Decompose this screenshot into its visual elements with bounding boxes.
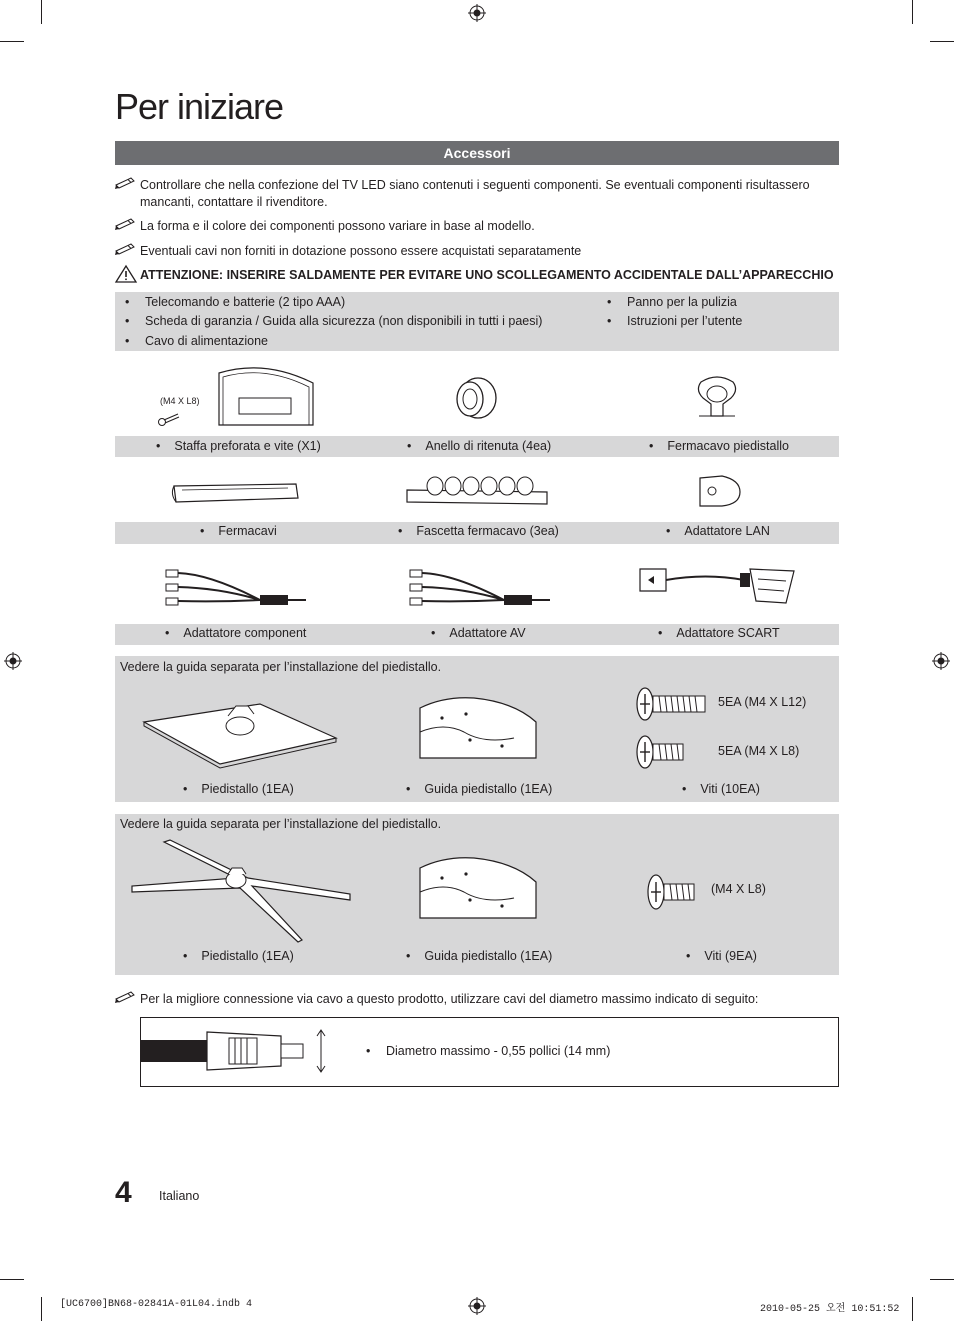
stand-base-icon <box>140 700 340 772</box>
crop-mark <box>912 1297 913 1321</box>
cable-spec-text: • Diametro massimo - 0,55 pollici (14 mm) <box>386 1043 610 1059</box>
section-header: Accessori <box>115 141 839 165</box>
item-caption: • Adattatore LAN <box>666 524 770 538</box>
item-caption: • Adattatore SCART <box>658 626 780 640</box>
contents-item: • Panno per la pulizia <box>627 294 737 310</box>
pencil-note-icon <box>115 241 137 257</box>
stand-guide-icon <box>414 692 540 764</box>
note <box>115 991 839 1008</box>
cable-plug-icon <box>141 1026 331 1076</box>
screw-spec-label: (M4 X L8) <box>711 882 766 896</box>
item-caption: • Viti (10EA) <box>682 782 760 796</box>
stand-cable-holder-icon <box>693 376 741 422</box>
screw-spec-label: 5EA (M4 X L12) <box>718 695 807 709</box>
crop-mark <box>0 1279 24 1280</box>
note-text: La forma e il colore dei componenti possono variare in base al modello. <box>140 219 535 233</box>
registration-mark-icon <box>4 652 22 670</box>
pencil-note-icon <box>115 989 137 1005</box>
screw-size-label: (M4 X L8) <box>160 396 200 406</box>
crop-mark <box>930 41 954 42</box>
component-adapter-icon <box>160 566 308 610</box>
pencil-note-icon <box>115 175 137 191</box>
item-caption: • Adattatore component <box>165 626 306 640</box>
print-footer-right: 2010-05-25 오전 10:51:52 <box>760 1304 900 1315</box>
page-number: 4 <box>115 1176 132 1209</box>
crop-mark <box>41 0 42 24</box>
note <box>115 177 815 211</box>
pencil-note-icon <box>115 216 137 232</box>
item-caption: • Fascetta fermacavo (3ea) <box>398 524 559 538</box>
screw-icon <box>158 412 180 426</box>
item-caption: • Fermacavo piedistallo <box>649 439 789 453</box>
crop-mark <box>930 1279 954 1280</box>
page-language: Italiano <box>159 1189 200 1203</box>
item-caption: • Anello di ritenuta (4ea) <box>407 439 551 453</box>
cable-tie-icon <box>168 478 300 508</box>
item-caption: • Piedistallo (1EA) <box>183 949 294 963</box>
note <box>115 243 815 260</box>
screw-short-icon <box>635 734 691 770</box>
screw-short-icon <box>646 872 702 912</box>
item-caption: • Viti (9EA) <box>686 949 757 963</box>
contents-item: • Scheda di garanzia / Guida alla sicurezza (non disponibili in tutti i paesi) <box>145 313 542 329</box>
crop-mark <box>912 0 913 24</box>
lan-adapter-icon <box>694 474 746 510</box>
note-text: Eventuali cavi non forniti in dotazione possono essere acquistati separatamente <box>140 244 582 258</box>
warning-note <box>115 267 839 284</box>
note <box>115 218 815 235</box>
item-caption: • Adattatore AV <box>431 626 526 640</box>
registration-mark-icon <box>932 652 950 670</box>
item-caption: • Fermacavi <box>200 524 277 538</box>
crop-mark <box>0 41 24 42</box>
wire-holder-icon <box>403 472 551 512</box>
item-caption: • Guida piedistallo (1EA) <box>406 782 552 796</box>
item-caption: • Piedistallo (1EA) <box>183 782 294 796</box>
screw-long-icon <box>635 686 711 722</box>
note-text: Per la migliore connessione via cavo a questo prodotto, utilizzare cavi del diametro massimo indicato di seguito: <box>140 992 759 1006</box>
scart-adapter-icon <box>636 563 798 607</box>
item-caption: • Guida piedistallo (1EA) <box>406 949 552 963</box>
warning-text: ATTENZIONE: INSERIRE SALDAMENTE PER EVITARE UNO SCOLLEGAMENTO ACCIDENTALE DALL’APPARECCHIO <box>140 268 834 282</box>
crop-mark <box>41 1297 42 1321</box>
contents-item: • Istruzioni per l’utente <box>627 313 742 329</box>
stand-panel-heading: Vedere la guida separata per l’installazione del piedistallo. <box>120 817 442 831</box>
registration-mark-icon <box>468 1297 486 1315</box>
bracket-icon <box>215 365 317 427</box>
contents-item: • Cavo di alimentazione <box>145 333 268 349</box>
screw-spec-label: 5EA (M4 X L8) <box>718 744 800 758</box>
av-adapter-icon <box>404 566 552 610</box>
stand-panel-heading: Vedere la guida separata per l’installazione del piedistallo. <box>120 660 442 674</box>
retaining-ring-icon <box>452 376 500 420</box>
contents-item: • Telecomando e batterie (2 tipo AAA) <box>145 294 345 310</box>
warning-triangle-icon <box>115 266 137 282</box>
print-footer-left: [UC6700]BN68-02841A-01L04.indb 4 <box>60 1299 253 1310</box>
registration-mark-icon <box>468 4 486 22</box>
note-text: Controllare che nella confezione del TV LED siano contenuti i seguenti componenti. Se eventuali componenti risultassero mancanti, contattare il rivenditore. <box>140 178 810 209</box>
item-caption: • Staffa preforata e vite (X1) <box>156 439 321 453</box>
stand-base-icon <box>128 838 354 946</box>
stand-guide-icon <box>414 852 540 924</box>
page-title: Per iniziare <box>115 86 284 127</box>
